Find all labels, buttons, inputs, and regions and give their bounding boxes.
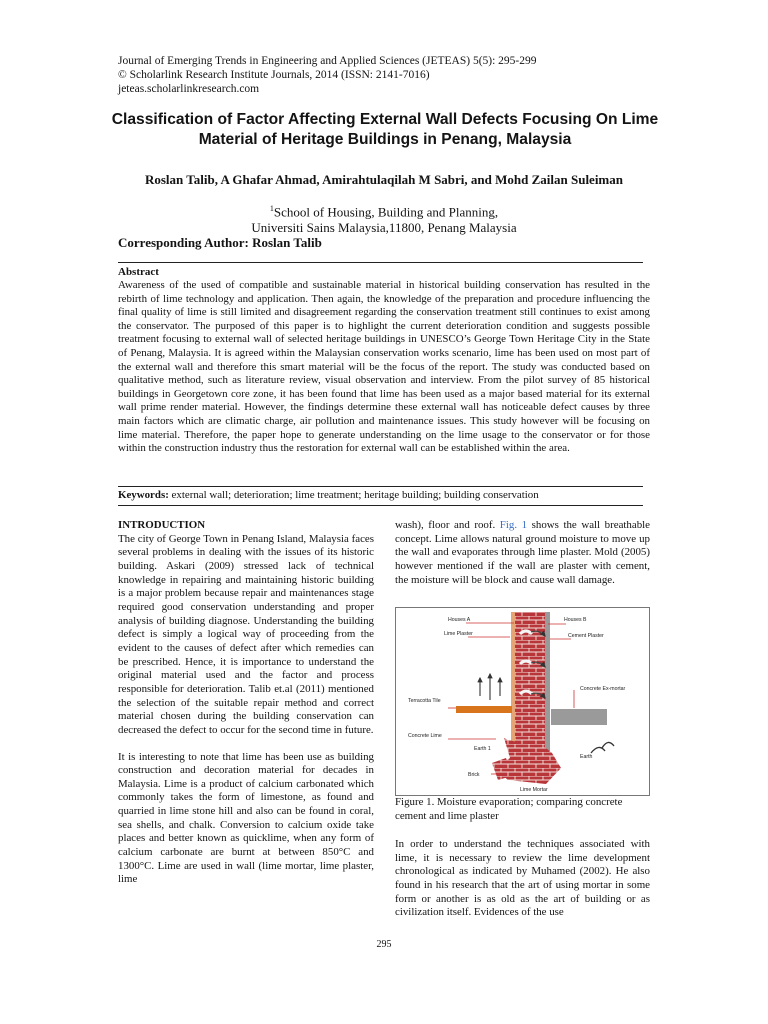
keywords [118,489,539,501]
introduction-heading: INTRODUCTION [118,519,206,531]
right-column-top [395,519,650,587]
right-paragraph-1 [395,519,650,587]
figure-1-diagram [395,607,650,796]
divider-keywords [118,505,643,506]
divider-top [118,262,643,263]
lime-plaster-left-layer [511,612,515,754]
right-paragraph-2: In order to understand the techniques associated with lime, it is necessary to review the lime development chronological as indicated by Muhamed (2002). He also found in his research that the art of using mortar in some form or another is as old as the art of building or as civilization itself. Evidences of the use [395,838,650,919]
right-paragraph-1-text-a: wash), floor and roof. [395,519,500,531]
terracotta-tile [456,706,512,713]
label-earth-1: Earth 1 [474,746,491,752]
label-cement-plaster: Cement Plaster [568,633,604,639]
journal-header [118,54,537,96]
intro-paragraph-1: The city of George Town in Penang Island, Malaysia faces several problems in dealing with the issues of its historic building. Askari (2009) stressed lack of technical knowledge in repairing and maintaining historic building is a major problem because repair and maintenances stage required good conservation understanding and proper analysis of building diagnose. Understanding the building defect is simply a logical way of proceeding from the evident to the causes of defect after which remedies can be prescribed. Hence, it is importance to understand the original material used and the factor and process responsible for deterioration. Talib et.al (2011) mentioned the selection of the suitable repair method and correct material chosen during the building conservation can decreased the defect to occur for the second time in future. [118,532,374,736]
paper-title: Classification of Factor Affecting External Wall Defects Focusing On Lime Material of Heritage Buildings in Penang, Malaysia [111,111,659,148]
label-concrete-ex-mortar: Concrete Ex-mortar [580,686,626,692]
abstract-heading: Abstract [118,266,159,278]
ground-moisture-arrow-2 [602,742,614,748]
label-lime-plaster: Lime Plaster [444,631,473,637]
right-column-bottom [395,838,650,920]
affiliation-university: Universiti Sains Malaysia,11800, Penang Malaysia [251,220,517,236]
moisture-diagram-svg [396,608,649,795]
affiliation-marker: 1 [269,204,274,213]
label-concrete-lime: Concrete Lime [408,733,442,739]
keywords-text: external wall; deterioration; lime treatment; heritage building; building conservation [168,489,539,501]
journal-website[interactable]: jeteas.scholarlinkresearch.com [118,83,260,95]
label-brick: Brick [468,772,480,778]
label-house-b: Houses B [564,617,587,623]
intro-paragraph-2: It is interesting to note that lime has been use as building construction and decoration material for decades in Malaysia. Lime is a product of calcium carbonated which commonly takes the form of limestone, as found and quarried in lime stone hill and also can be found in coral, sea shells, and chalk. Conversion to calcium oxide take places and better known as quicklime, when any form of calcium carbonate are burnt at between 850°C and 1300°C. Lime are used in wall (lime mortar, lime plaster, lime [118,750,374,886]
left-column [118,519,374,887]
figure-1-link[interactable]: Fig. 1 [499,519,528,531]
journal-citation: Journal of Emerging Trends in Engineering and Applied Sciences (JETEAS) 5(5): 295-299 [118,55,537,67]
figure-1-caption: Figure 1. Moisture evaporation; comparing concrete cement and lime plaster [395,796,623,822]
label-terracotta-tile: Terracotta Tile [408,698,441,704]
journal-copyright: © Scholarlink Research Institute Journals, 2014 (ISSN: 2141-7016) [118,69,430,81]
author-list: Roslan Talib, A Ghafar Ahmad, Amirahtulaqilah M Sabri, and Mohd Zailan Suleiman [144,172,623,187]
label-earth: Earth [580,754,593,760]
affiliation-school: School of Housing, Building and Planning, [273,204,499,220]
affiliation [118,201,650,236]
page-number: 295 [376,939,392,950]
cement-plaster-right-layer [545,612,550,754]
corresponding-author: Corresponding Author: Roslan Talib [118,235,322,250]
label-house-a: Houses A [448,617,471,623]
right-paragraph-1-text-b: shows the wall breathable concept. Lime allows natural ground moisture to move up the wall and evaporates through lime plaster. Mold (2005) however mentioned if the wall are plaster with cement, the moisture will be block and cause wall damage. [395,519,651,586]
ground-moisture-arrow-1 [591,747,605,753]
abstract-text: Awareness of the used of compatible and sustainable material in historical building conservation has resulted in the rebirth of lime technology and application. Then again, the knowledge of the preparation and procedure influencing the final quality of lime is still limited and disagreement regarding the conservation treatment still continues to exist among the conservator. The purposed of this paper is to highlight the current deterioration condition and suggests possible treatment focusing to external wall of selected heritage buildings in UNESCO’s George Town Heritage City in the State of Penang, Malaysia. It is agreed within the Malaysian conservation works scenario, lime has been used on most part of the external wall and therefore this smart material will be the focus of the report. The study was conducted based on qualitative method, such as literature review, visual observation and interview. From the pilot survey of 85 historical buildings in Georgetown core zone, it has been found that lime has been used as a major based material for its external wall prime render material. However, the findings determine these external wall has noticeable defect causes by three main factors which are climatic charge, air pollution and maintenance issues. This study however will be focusing on lime material. Therefore, the paper hope to generate understanding on the lime usage to the conservator or for those within the construction industry thus the restoration for external wall can be established within the area. [118,279,650,455]
concrete-ex-mortar-slab [551,709,607,725]
divider-abstract [118,486,643,487]
keywords-label: Keywords: [118,489,169,501]
label-lime-mortar: Lime Mortar [520,787,548,793]
